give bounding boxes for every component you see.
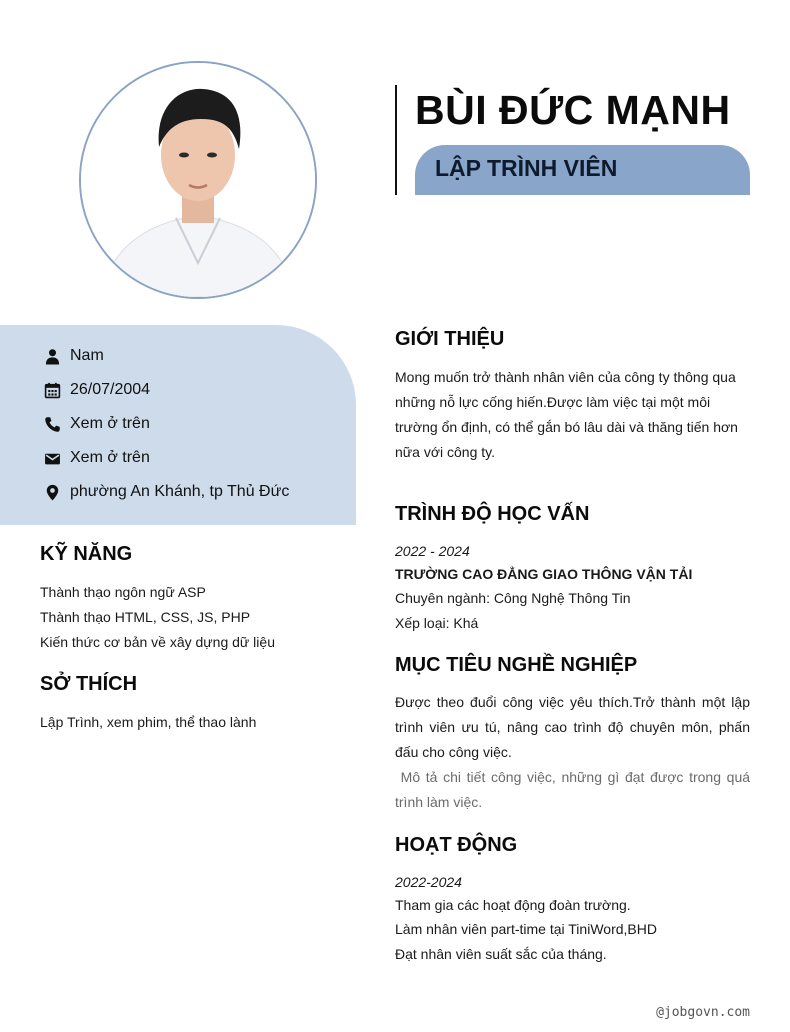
education-major: Chuyên ngành: Công Nghệ Thông Tin — [395, 590, 631, 606]
email-row — [44, 448, 150, 468]
birthday-value: 26/07/2004 — [70, 381, 151, 398]
job-title: LẬP TRÌNH VIÊN — [435, 155, 618, 181]
address-value: phường An Khánh, tp Thủ Đức — [70, 483, 290, 500]
header-divider — [395, 85, 397, 195]
person-icon — [44, 348, 61, 365]
calendar-icon — [44, 382, 61, 399]
education-grade: Xếp loại: Khá — [395, 615, 479, 631]
gender-value: Nam — [70, 347, 104, 364]
gender-row — [44, 346, 104, 366]
activity-item: Làm nhân viên part-time tại TiniWord,BHD — [395, 921, 657, 937]
email-value: Xem ở trên — [70, 449, 150, 466]
hobbies-title: SỞ THÍCH — [40, 673, 138, 695]
location-pin-icon — [44, 484, 61, 501]
career-goal-text: Được theo đuổi công việc yêu thích.Trở thành một lập trình viên ưu tú, nâng cao trình độ chuyên môn, phấn đấu cho công việc. — [395, 694, 750, 760]
skill-item: Thành thạo ngôn ngữ ASP — [40, 584, 206, 600]
phone-icon — [44, 416, 61, 433]
name-header — [395, 85, 751, 195]
school-name: TRƯỜNG CAO ĐẲNG GIAO THÔNG VẬN TẢI — [395, 566, 693, 582]
watermark: @jobgovn.com — [656, 1005, 750, 1020]
education-title: TRÌNH ĐỘ HỌC VẤN — [395, 503, 590, 525]
hobbies-text: Lập Trình, xem phim, thể thao lành — [40, 714, 257, 730]
skills-title: KỸ NĂNG — [40, 543, 133, 565]
career-goal-title: MỤC TIÊU NGHỀ NGHIỆP — [395, 654, 638, 676]
address-row — [44, 482, 289, 502]
birthday-row — [44, 380, 150, 400]
activity-item: Tham gia các hoạt động đoàn trường. — [395, 897, 631, 913]
skill-item: Kiến thức cơ bản về xây dựng dữ liệu — [40, 634, 275, 650]
activities-title: HOẠT ĐỘNG — [395, 834, 518, 856]
activities-period: 2022-2024 — [395, 874, 462, 890]
profile-photo — [79, 61, 317, 299]
mail-icon — [44, 450, 61, 467]
activity-item: Đạt nhân viên suất sắc của tháng. — [395, 946, 607, 962]
phone-value: Xem ở trên — [70, 415, 150, 432]
intro-title: GIỚI THIỆU — [395, 328, 505, 350]
full-name: BÙI ĐỨC MẠNH — [415, 87, 731, 133]
skill-item: Thành thạo HTML, CSS, JS, PHP — [40, 609, 251, 625]
intro-text: Mong muốn trở thành nhân viên của công ty thông qua những nỗ lực cống hiến.Được làm việc tại một môi trường ổn định, có thể gắn bó lâu dài và thăng tiến hơn nữa với công ty. — [395, 369, 738, 460]
role-badge — [415, 145, 750, 195]
career-goal-hint: Mô tả chi tiết công việc, những gì đạt được trong quá trình làm việc. — [395, 769, 754, 810]
education-period: 2022 - 2024 — [395, 543, 470, 559]
phone-row — [44, 414, 150, 434]
